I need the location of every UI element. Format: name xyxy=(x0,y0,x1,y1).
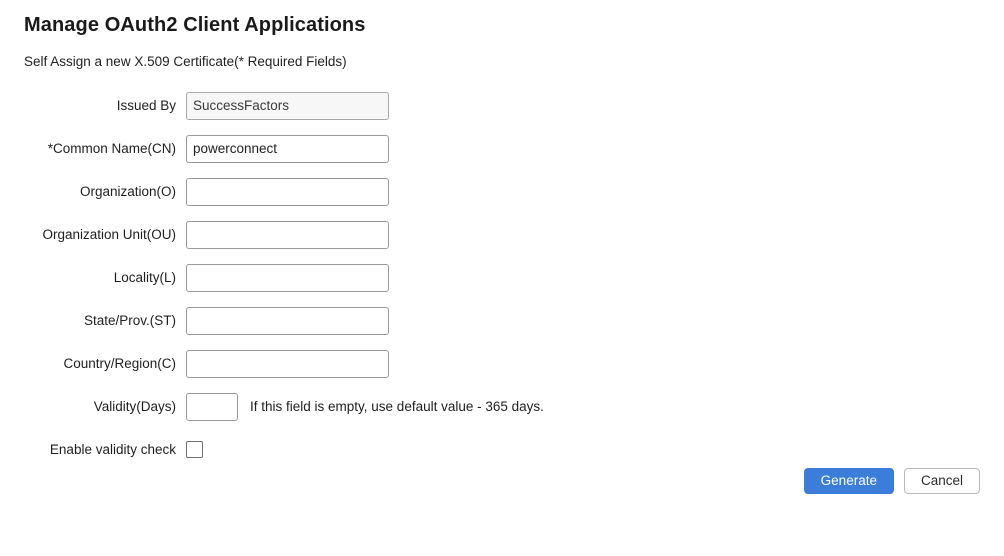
state-input[interactable] xyxy=(186,307,389,335)
label-enable-validity-check: Enable validity check xyxy=(49,442,176,457)
generate-button[interactable]: Generate xyxy=(804,468,894,494)
cancel-button[interactable]: Cancel xyxy=(904,468,980,494)
form-row-issued-by xyxy=(0,84,1004,127)
issued-by-input[interactable] xyxy=(186,92,389,120)
label-organization-unit: Organization Unit(OU) xyxy=(42,227,176,242)
label-state: State/Prov.(ST) xyxy=(83,313,176,328)
form-row-country xyxy=(0,342,1004,385)
common-name-input[interactable] xyxy=(186,135,389,163)
label-country: Country/Region(C) xyxy=(63,356,176,371)
validity-hint-text: If this field is empty, use default value - 365 days. xyxy=(250,399,544,414)
organization-input[interactable] xyxy=(186,178,389,206)
form-row-organization xyxy=(0,170,1004,213)
certificate-form xyxy=(0,84,1004,471)
label-issued-by: Issued By xyxy=(116,98,176,113)
label-common-name: *Common Name(CN) xyxy=(47,141,176,156)
form-row-validity xyxy=(0,385,1004,428)
form-row-organization-unit xyxy=(0,213,1004,256)
form-row-validity-check xyxy=(0,428,1004,471)
form-row-state xyxy=(0,299,1004,342)
locality-input[interactable] xyxy=(186,264,389,292)
form-row-common-name xyxy=(0,127,1004,170)
label-organization: Organization(O) xyxy=(79,184,176,199)
form-actions xyxy=(804,468,980,494)
page-title: Manage OAuth2 Client Applications xyxy=(24,14,366,36)
enable-validity-check-checkbox[interactable] xyxy=(186,441,203,458)
page-subtitle: Self Assign a new X.509 Certificate(* Required Fields) xyxy=(24,54,347,69)
form-row-locality xyxy=(0,256,1004,299)
validity-days-input[interactable] xyxy=(186,393,238,421)
organization-unit-input[interactable] xyxy=(186,221,389,249)
label-locality: Locality(L) xyxy=(113,270,176,285)
country-input[interactable] xyxy=(186,350,389,378)
label-validity: Validity(Days) xyxy=(93,399,176,414)
